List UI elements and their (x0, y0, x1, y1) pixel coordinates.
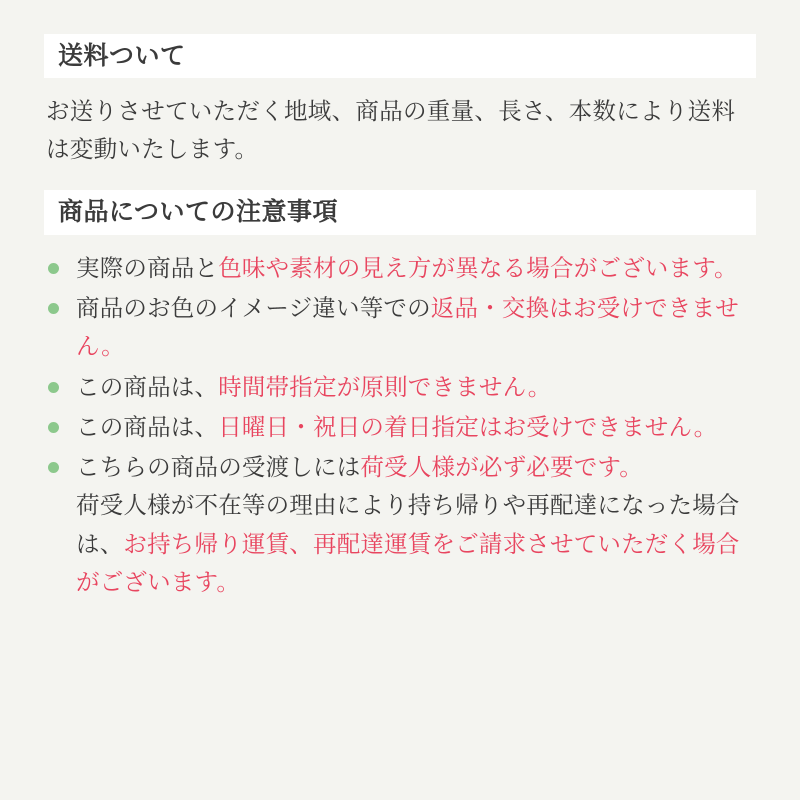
notes-section-heading: 商品についての注意事項 (44, 190, 756, 234)
note-highlight-text: 色味や素材の見え方が異なる場合がございます。 (218, 254, 738, 281)
note-highlight-text: 返品・交換はお受けできません。 (76, 294, 739, 360)
list-item (44, 289, 756, 366)
list-item (44, 408, 756, 446)
note-highlight-text: 日曜日・祝日の着日指定はお受けできません。 (218, 413, 718, 440)
bullet-icon (48, 303, 59, 314)
note-highlight-text: 時間帯指定が原則できません。 (218, 373, 552, 400)
shipping-section-heading: 送料ついて (44, 34, 756, 78)
note-highlight-text: 荷受人様が必ず必要です。 (360, 454, 643, 481)
bullet-icon (48, 263, 59, 274)
bullet-icon (48, 382, 59, 393)
note-extra-line (76, 486, 756, 601)
note-lead-text: こちらの商品の受渡しには (76, 454, 361, 481)
list-item (44, 249, 756, 287)
note-lead-text: 実際の商品と (76, 254, 219, 281)
list-item (44, 368, 756, 406)
bullet-icon (48, 422, 59, 433)
notes-list (44, 249, 756, 602)
note-extra-lead-text: 荷受人様が不在等の理由により持ち帰りや再配達になった場合は、 (76, 492, 740, 557)
shipping-section-paragraph: お送りさせていただく地域、商品の重量、長さ、本数により送料は変動いたします。 (46, 98, 736, 163)
note-extra-highlight-text: お持ち帰り運賃、再配達運賃をご請求させていただく場合がございます。 (76, 530, 740, 595)
note-lead-text: この商品は、 (76, 373, 219, 400)
list-item (44, 448, 756, 601)
bullet-icon (48, 462, 59, 473)
note-lead-text: この商品は、 (76, 413, 219, 440)
note-lead-text: 商品のお色のイメージ違い等での (76, 294, 431, 321)
